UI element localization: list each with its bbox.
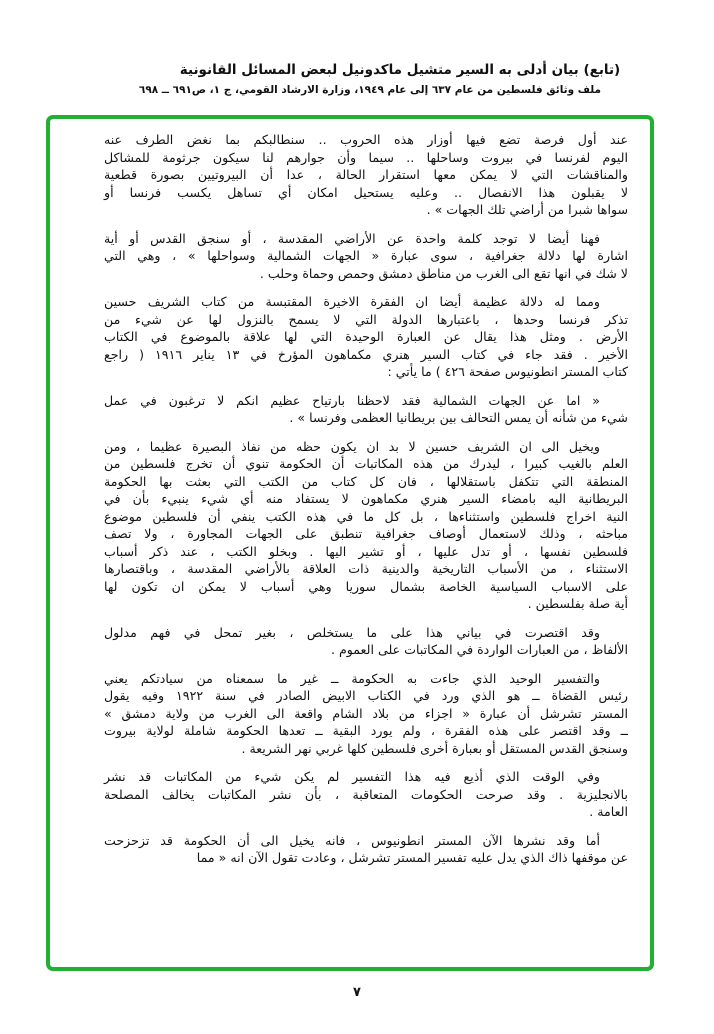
text-line: مباحثه ، وذلك لاستعمال أوصاف جغرافية تنطبق على الجهات المجاورة ، ولا تصف bbox=[104, 526, 628, 541]
page-number: ٧ bbox=[353, 985, 361, 1000]
text-line: فلسطين نفسها ، أو تدل عليها ، أو تشير اليها . وبخلو الكتب ، عند ذكر أسباب bbox=[104, 543, 628, 559]
paragraph bbox=[104, 438, 628, 613]
text-line: عند أول فرصة تضع فيها أوزار هذه الحروب .. سنطالبكم بما نغض الطرف عنه bbox=[104, 132, 628, 147]
text-line: اليوم لفرنسا في بيروت وساحلها .. سيما وأن جوارهم لنا سيكون جرثومة للمشاكل bbox=[104, 149, 628, 165]
text-line: الاستثناء ، من الأسباب التاريخية والدينية ذات العلاقة بالأراضي المقدسة ، وباقتصارها bbox=[104, 561, 628, 576]
text-line: ويخيل الى ان الشريف حسين لا بد ان يكون حظه من نفاذ البصيرة عظيما ، ومن bbox=[104, 438, 600, 454]
text-line: أية صلة بفلسطين . bbox=[527, 596, 628, 611]
text-line: ومما له دلالة عظيمة أيضا ان الفقرة الاخيرة المقتبسة من كتاب الشريف حسين bbox=[104, 294, 600, 309]
text-line: على الاسباب السياسية الخاصة بشمال سوريا وهي أسباب لا يمكن ان تكون لها bbox=[104, 578, 628, 594]
text-line: سواها شبرا من أراضي تلك الجهات » . bbox=[426, 202, 628, 217]
text-line: المنطقة التي تتكفل باستقلالها ، فان كل كتاب من الكتب التي بعثت بها الحكومة bbox=[104, 473, 628, 489]
text-line: عن موقفها ذاك الذي يدل عليه تفسير المستر تشرشل ، وعادت تقول الآن انه « مما bbox=[196, 850, 628, 865]
paragraph bbox=[104, 131, 628, 219]
paragraph bbox=[104, 230, 628, 283]
text-line: لا شك في انها تقع الى الغرب من مناطق دمشق وحمص وحماة وحلب . bbox=[259, 265, 628, 281]
text-line: فهنا أيضا لا توجد كلمة واحدة عن الأراضي المقدسة ، أو سنجق القدس أو أية bbox=[104, 230, 600, 246]
paragraph bbox=[104, 624, 628, 659]
text-line: كتاب المستر انطونيوس صفحة ٤٢٦ ) ما يأتي : bbox=[387, 364, 628, 379]
text-line: أما وقد نشرها الآن المستر انطونيوس ، فانه يخيل الى أن الحكومة قد تزحزحت bbox=[104, 832, 600, 848]
text-line: شيء من شأنه أن يمس التحالف بين بريطانيا العظمى وفرنسا » . bbox=[289, 410, 628, 425]
text-line: الأخير . فقد جاء في كتاب السير هنري مكماهون المؤرخ في ١٣ يناير ١٩١٦ ( راجع bbox=[104, 346, 628, 362]
text-line: بالانجليزية . وقد صرحت الحكومات المتعاقبة ، بأن نشر المكاتبات يخالف المصلحة bbox=[104, 786, 628, 802]
paragraph bbox=[104, 293, 628, 381]
text-line: العلم بالغيب كبيرا ، ليدرك من هذه المكاتبات أن الحكومة تنوي أن تخرج فلسطين من bbox=[104, 456, 628, 471]
text-line: لا يقبلون هذا الانفصال .. وعليه يستحيل امكان أي تساهل يكسب فرنسا أو bbox=[104, 184, 628, 200]
text-line: وسنجق القدس المستقل أو بعبارة أخرى فلسطين كلها غربي نهر الشريعة . bbox=[241, 740, 628, 756]
text-line: « اما عن الجهات الشمالية فقد لاحظنا بارتياح عظيم انكم لا ترغبون في عمل bbox=[104, 392, 600, 408]
paragraph bbox=[104, 670, 628, 758]
paragraph bbox=[104, 768, 628, 821]
text-line: المستر تشرشل أن عبارة « اجزاء من بلاد الشام واقعة الى الغرب من ولاية دمشق » bbox=[104, 705, 628, 721]
document-body bbox=[104, 131, 628, 878]
text-line: وقد اقتصرت في بياني هذا على ما يستخلص ، بغير تمحل في فهم مدلول bbox=[104, 624, 600, 640]
paragraph bbox=[104, 832, 628, 867]
text-line: رئيس القضاة ــ هو الذي ورد في الكتاب الابيض الصادر في سنة ١٩٢٢ وفيه يقول bbox=[104, 688, 628, 703]
text-line: العامة . bbox=[589, 804, 628, 819]
text-line: البريطانية اليه بامضاء السير هنري مكماهون لا يستفاد منه أي شيء ينبيء بأن في bbox=[104, 491, 628, 506]
text-line: ــ وقد اقتصر على هذه الفقرة ، ولم يورد البقية ــ تعدها الحكومة شاملة لولاية بيروت bbox=[104, 723, 628, 738]
text-line: الألفاظ ، من العبارات الواردة في المكاتبات على العموم . bbox=[330, 642, 628, 657]
text-line: اشارة لها دلالة جغرافية ، سوى عبارة « الجهات الشمالية وسواحلها » ، وهي التي bbox=[104, 248, 628, 263]
document-title: (تابع) بيان أدلى به السير متشيل ماكدونيل لبعض المسائل القانونية bbox=[179, 62, 621, 78]
source-citation: ملف وثائق فلسطين من عام ٦٣٧ إلى عام ١٩٤٩، وزارة الارشاد القومي، ج ١، ص٦٩١ ــ ٦٩٨ bbox=[138, 84, 602, 96]
text-line: النية اخراج فلسطين واستثناءها ، بل كل ما في هذه الكتب ينفي أن فلسطين موضوع bbox=[104, 508, 628, 524]
paragraph bbox=[104, 392, 628, 427]
text-line: تذكر فرنسا وحدها ، باعتبارها الدولة التي لا يسمح بالنزول لها عن شيء من bbox=[104, 311, 628, 327]
text-line: والتفسير الوحيد الذي جاءت به الحكومة ــ غير ما سمعناه من سيادتكم يعني bbox=[104, 670, 600, 686]
text-line: والمناقشات التي لا يمكن معها استقرار الحالة ، عدا أن البيروتيين بصورة قطعية bbox=[104, 167, 628, 182]
text-line: وفي الوقت الذي أذيع فيه هذا التفسير لم يكن شيء من المكاتبات قد نشر bbox=[104, 769, 600, 784]
text-line: الأرض . ومثل هذا يقال عن العبارة الوحيدة التي لها علاقة بالموضوع في الكتاب bbox=[104, 329, 628, 344]
